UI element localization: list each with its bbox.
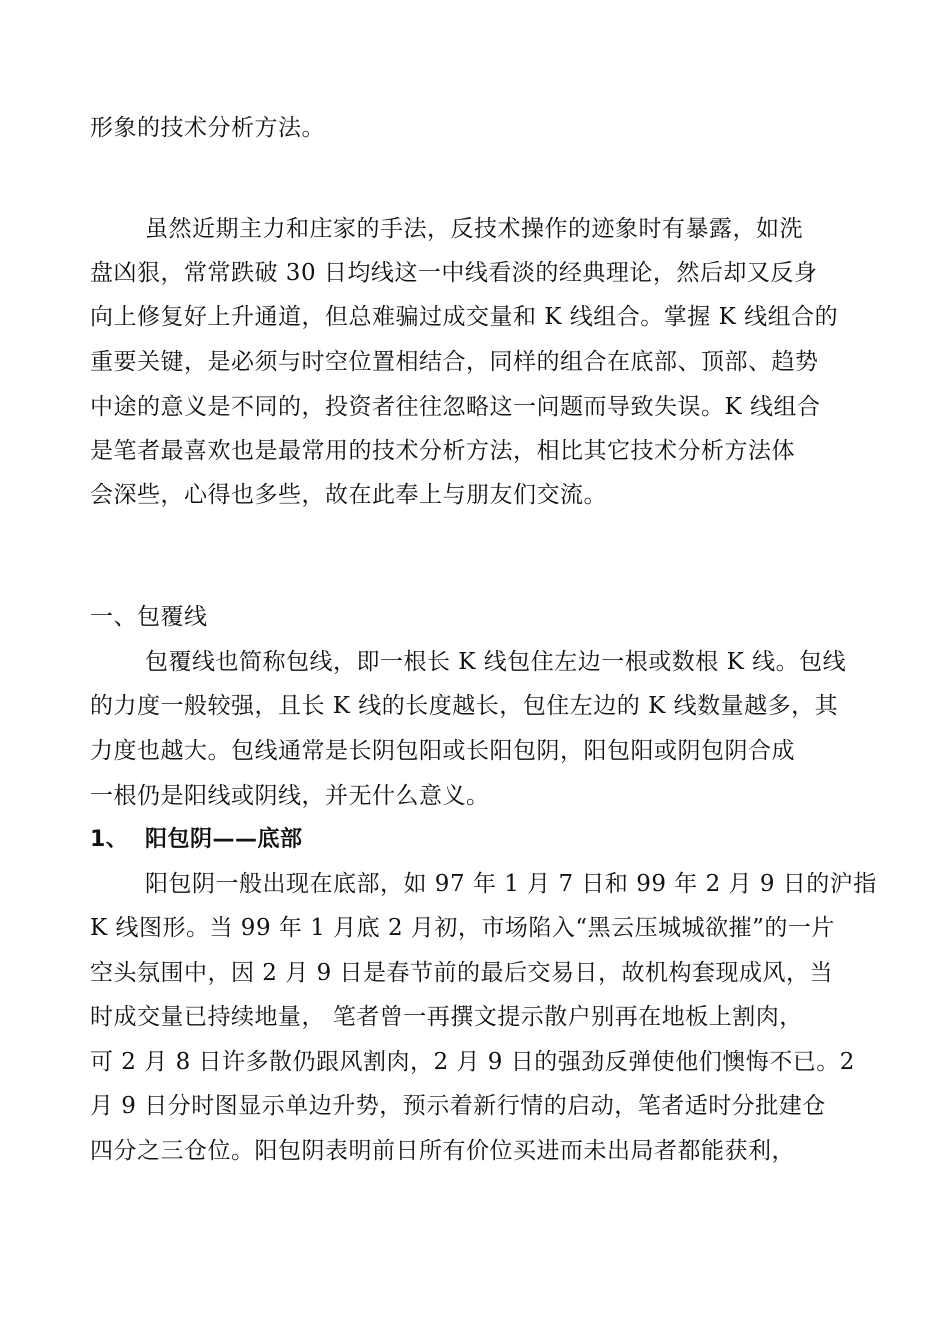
paragraph-line: 一根仍是阳线或阴线，并无什么意义。 [90,783,490,809]
subsection-heading [90,822,865,858]
paragraph-line: 会深些，心得也多些，故在此奉上与朋友们交流。 [90,482,607,508]
subsection-number: 1、 [90,827,129,852]
section-title: 一、包覆线 [90,604,208,630]
paragraph-line: 月 9 日分时图显示单边升势，预示着新行情的启动，笔者适时分批建仓 [90,1093,826,1119]
subsection-title: 阳包阴——底部 [145,827,303,852]
paragraph-line: 向上修复好上升通道，但总难骗过成交量和 K 线组合。掌握 K 线组合的 [90,304,839,330]
paragraph-line: 重要关键，是必须与时空位置相结合，同样的组合在底部、顶部、趋势 [90,349,819,375]
intro-line: 形象的技术分析方法。 [90,115,325,141]
paragraph-line: 盘凶狠，常常跌破 30 日均线这一中线看淡的经典理论，然后却又反身 [90,260,818,286]
paragraph-line: 的力度一般较强，且长 K 线的长度越长，包住左边的 K 线数量越多，其 [90,693,839,719]
paragraph-line: 四分之三仓位。阳包阴表明前日所有价位买进而未出局者都能获利， [90,1138,795,1164]
paragraph-line: 阳包阴一般出现在底部，如 97 年 1 月 7 日和 99 年 2 月 9 日的沪指 [145,871,877,897]
paragraph-line: 中途的意义是不同的，投资者往往忽略这一问题而导致失误。K 线组合 [90,394,821,420]
paragraph-line: 包覆线也简称包线，即一根长 K 线包住左边一根或数根 K 线。包线 [145,649,847,675]
paragraph-line: 时成交量已持续地量， 笔者曾一再撰文提示散户别再在地板上割肉， [90,1004,803,1030]
paragraph-line: K 线图形。当 99 年 1 月底 2 月初，市场陷入“黑云压城城欲摧”的一片 [90,915,835,941]
paragraph-line: 力度也越大。包线通常是长阴包阳或长阳包阴，阳包阳或阴包阴合成 [90,738,795,764]
paragraph-line: 虽然近期主力和庄家的手法，反技术操作的迹象时有暴露，如洗 [145,216,803,242]
paragraph-line: 可 2 月 8 日许多散仍跟风割肉，2 月 9 日的强劲反弹使他们懊悔不已。2 [90,1049,855,1075]
paragraph-line: 空头氛围中，因 2 月 9 日是春节前的最后交易日，故机构套现成风，当 [90,960,834,986]
paragraph-line: 是笔者最喜欢也是最常用的技术分析方法，相比其它技术分析方法体 [90,438,795,464]
